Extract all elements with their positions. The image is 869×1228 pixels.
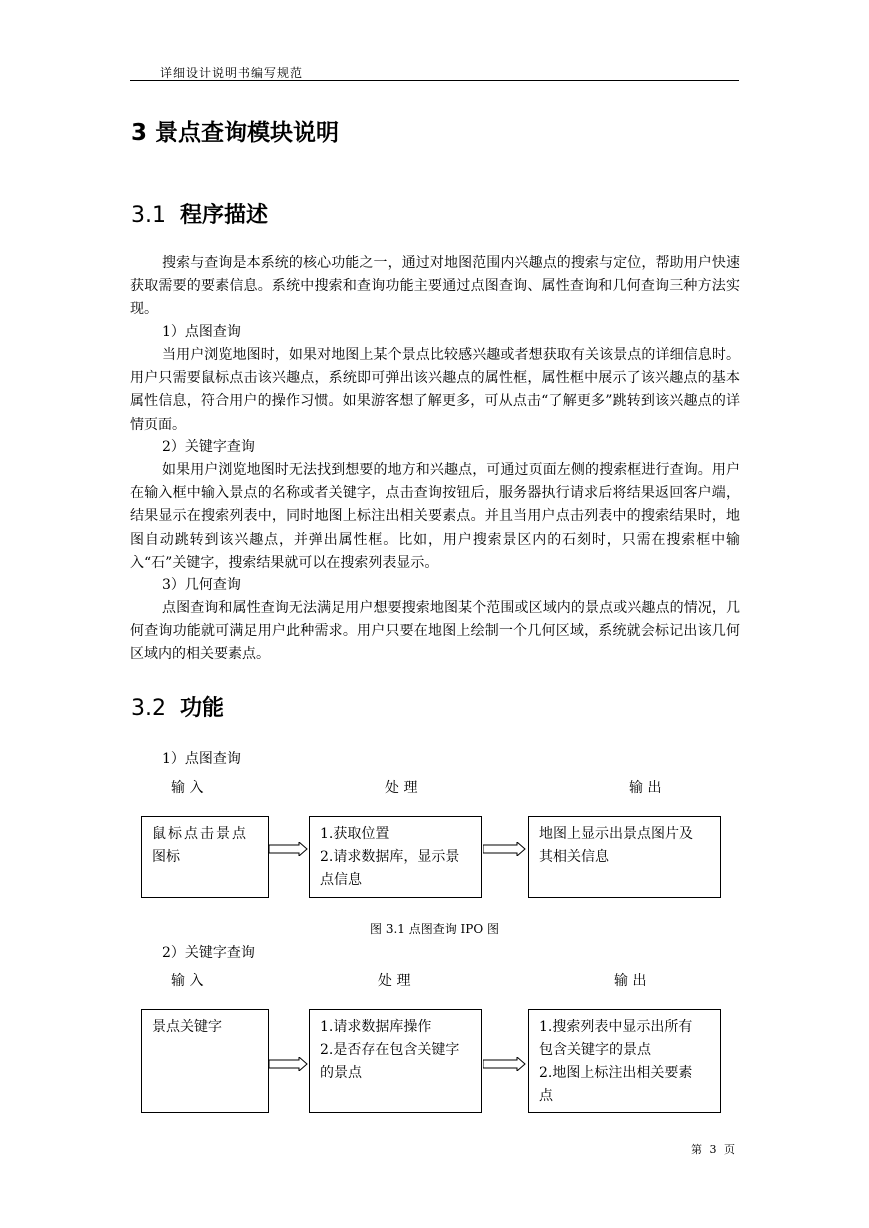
diagram-1-output-box xyxy=(528,816,721,898)
box-line: 点 xyxy=(539,1088,553,1104)
page-number: 第 3 页 xyxy=(691,1143,737,1156)
diagram-1-process-heading: 处 理 xyxy=(385,780,418,796)
diagram-2-process-box xyxy=(309,1009,482,1113)
item-2-title: 2）关键字查询 xyxy=(162,439,255,455)
diagram-2-label: 2）关键字查询 xyxy=(162,945,255,961)
item-1-paragraph: 当用户浏览地图时，如果对地图上某个景点比较感兴趣或者想获取有关该景点的详细信息时。用户只需要鼠标点击该兴趣点，系统即可弹出该兴趣点的属性框，属性框中展示了该兴趣点的基本属性信息，符合用户的操作习惯。如果游客想了解更多，可从点击“了解更多”跳转到该兴趣点的详情页面。 xyxy=(130,347,740,433)
arrow-right-icon xyxy=(483,842,527,856)
subsection-number: 3.1 xyxy=(131,203,166,228)
box-line: 景点关键字 xyxy=(152,1019,222,1035)
box-line: 1.搜索列表中显示出所有 xyxy=(539,1019,693,1035)
diagram-1-label: 1）点图查询 xyxy=(162,751,241,767)
diagram-2-output-box xyxy=(528,1009,721,1113)
item-3-title: 3）几何查询 xyxy=(162,577,241,593)
box-line: 包含关键字的景点 xyxy=(539,1042,651,1058)
diagram-2-input-heading: 输 入 xyxy=(171,973,204,989)
diagram-2-input-box xyxy=(141,1009,269,1113)
box-line: 1.请求数据库操作 xyxy=(320,1019,432,1035)
arrow-right-icon xyxy=(269,1057,309,1071)
diagram-1-output-heading: 输 出 xyxy=(629,780,662,796)
intro-paragraph: 搜索与查询是本系统的核心功能之一，通过对地图范围内兴趣点的搜索与定位，帮助用户快速获取需要的要素信息。系统中搜索和查询功能主要通过点图查询、属性查询和几何查询三种方法实现。 xyxy=(130,255,740,318)
subsection-number: 3.2 xyxy=(131,696,166,721)
subsection-title: 功能 xyxy=(180,696,225,721)
item-1-title: 1）点图查询 xyxy=(162,324,241,340)
item-3-paragraph: 点图查询和属性查询无法满足用户想要搜索地图某个范围或区域内的景点或兴趣点的情况，几何查询功能就可满足用户此种需求。用户只要在地图上绘制一个几何区域，系统就会标记出该几何区域内的相关要素点。 xyxy=(130,600,740,663)
box-line: 图标 xyxy=(152,849,180,865)
box-line: 点信息 xyxy=(320,872,362,888)
section-title: 3 景点查询模块说明 xyxy=(131,120,340,146)
box-line: 地图上显示出景点图片及 xyxy=(539,826,693,842)
diagram-2-process-heading: 处 理 xyxy=(378,973,411,989)
item-2-paragraph: 如果用户浏览地图时无法找到想要的地方和兴趣点，可通过页面左侧的搜索框进行查询。用户在输入框中输入景点的名称或者关键字，点击查询按钮后，服务器执行请求后将结果返回客户端，结果显示在搜索列表中，同时地图上标注出相关要素点。并且当用户点击列表中的搜索结果时，地图自动跳转到该兴趣点，并弹出属性框。比如，用户搜索景区内的石刻时，只需在搜索框中输入“石”关键字，搜索结果就可以在搜索列表显示。 xyxy=(130,462,740,571)
figure-caption: 图 3.1 点图查询 IPO 图 xyxy=(370,922,499,936)
subsection-title: 程序描述 xyxy=(180,203,269,228)
diagram-1-input-box xyxy=(141,816,269,898)
arrow-right-icon xyxy=(269,842,309,856)
header-rule xyxy=(130,80,739,81)
box-line: 2.请求数据库，显示景 xyxy=(320,849,460,865)
diagram-1-process-box xyxy=(309,816,482,898)
diagram-1-input-heading: 输 入 xyxy=(171,780,204,796)
box-line: 2.地图上标注出相关要素 xyxy=(539,1065,693,1081)
arrow-right-icon xyxy=(483,1057,527,1071)
box-line: 其相关信息 xyxy=(539,849,609,865)
box-line: 的景点 xyxy=(320,1065,362,1081)
subsection-heading-3-1 xyxy=(131,198,268,229)
running-header: 详细设计说明书编写规范 xyxy=(160,66,304,80)
box-line: 1.获取位置 xyxy=(320,826,390,842)
box-line: 2.是否存在包含关键字 xyxy=(320,1042,460,1058)
subsection-heading-3-2 xyxy=(131,691,224,722)
diagram-2-output-heading: 输 出 xyxy=(614,973,647,989)
box-line: 鼠标点击景点 xyxy=(152,826,248,842)
